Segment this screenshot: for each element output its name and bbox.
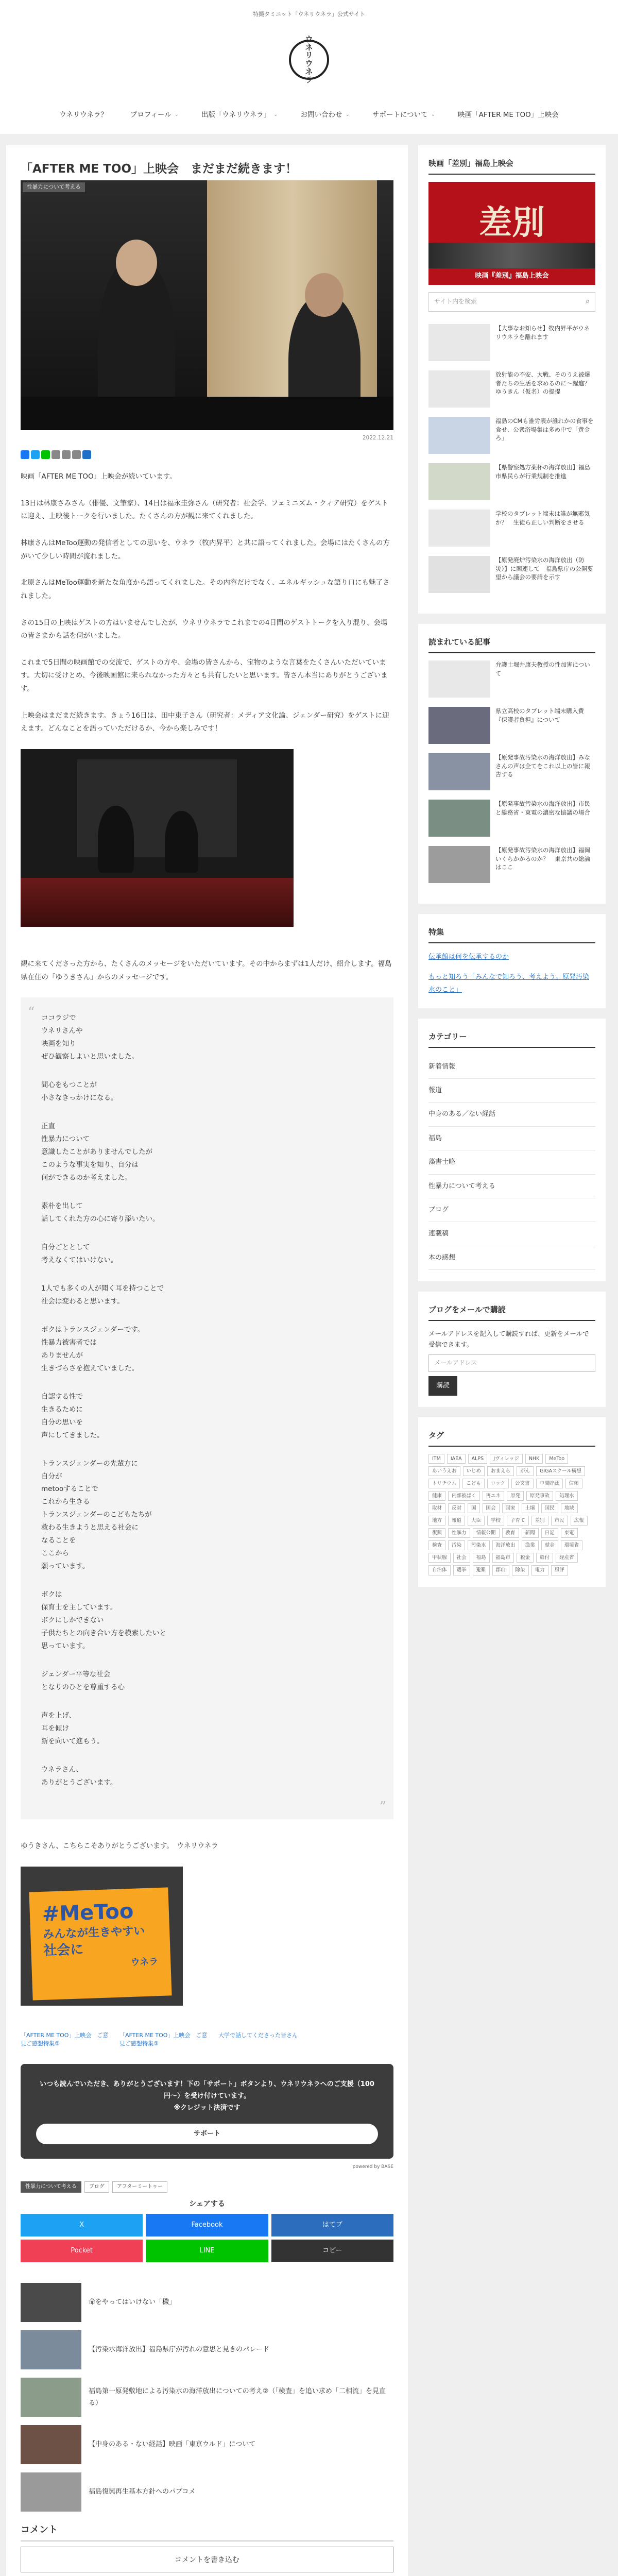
quote-stanza: 声を上げ、 耳を傾け 新を向いて進もう。 — [41, 1711, 104, 1745]
category-item[interactable]: 藻書士略 — [428, 1150, 595, 1174]
post-title: 福島第一原発敷地による汚染水の海洋放出についての考え②（「検査」を追い求め「二相流」を見直る） — [89, 2387, 386, 2408]
list-item[interactable] — [21, 2330, 393, 2369]
related-item[interactable] — [218, 2031, 309, 2048]
global-nav — [0, 96, 618, 135]
tag-link[interactable]: 信頼 — [565, 1479, 582, 1488]
tag-link[interactable]: 原発 — [507, 1491, 524, 1501]
news-item[interactable] — [428, 417, 595, 454]
tag-link[interactable]: がん — [517, 1466, 534, 1476]
popular-item[interactable] — [428, 800, 595, 837]
popular-title: 【原発事故汚染水の海洋放出】福岡いくらかかるのか？ 東京共の総論はここ — [495, 846, 590, 871]
tag-link[interactable]: 復興 — [428, 1528, 445, 1538]
chevron-down-icon: ⌄ — [273, 112, 278, 118]
tag-link[interactable]: 地方 — [428, 1516, 445, 1526]
post-thumbnail — [21, 2378, 81, 2417]
quote-stanza: 正直 性暴力について 意識したことがありませんでしたが このような事実を知り、自分は 何ができるのか考えました。 — [41, 1122, 152, 1182]
paragraph: これまで5日間の映画館での交流で、ゲストの方や、会場の皆さんから、宝物のような言葉をたくさんいただいています。大切に受けとめ、今後映画館に来られなかった方々とも共有したいと思います。皆さん本当にありがとうございます。 — [21, 658, 388, 693]
tag-link[interactable]: 東電 — [561, 1528, 578, 1538]
tag-link[interactable]: 風評 — [551, 1565, 568, 1575]
related-item[interactable] — [21, 2031, 111, 2048]
speaker-head — [116, 240, 157, 286]
support-button[interactable]: サポート — [36, 2124, 378, 2144]
facebook-share-button[interactable] — [146, 2214, 268, 2236]
quote-stanza: ココラジで ウネリさんや 映画を知り ぜひ観察しよいと思いました。 — [41, 1014, 139, 1061]
category-item[interactable]: 中身のある／ない経話 — [428, 1103, 595, 1126]
widget-title: タグ — [428, 1429, 595, 1447]
nav-label: ウネリウネラ？ — [59, 111, 108, 120]
pocket-share-button[interactable] — [21, 2240, 143, 2262]
nav-item[interactable] — [289, 109, 361, 121]
logo-area — [0, 24, 618, 96]
post-thumbnail — [21, 2330, 81, 2369]
postit-line: ウネラ — [130, 1956, 159, 1968]
tag-link[interactable]: 差別 — [531, 1516, 548, 1526]
tag-link[interactable]: 献金 — [541, 1540, 558, 1550]
quote-stanza: 1人でも多くの人が聞く耳を持つことで 社会は変わると思います。 — [41, 1284, 164, 1306]
post-thumbnail — [21, 2425, 81, 2464]
category-badge[interactable]: 性暴力について考える — [23, 182, 85, 192]
comment-heading: コメント — [21, 2522, 393, 2541]
popular-thumbnail — [428, 660, 490, 698]
postit-line: 社会に — [43, 1941, 84, 1958]
logo-char: ウ — [305, 34, 313, 44]
article-tags — [21, 2181, 393, 2193]
tag-link[interactable]: 社会 — [453, 1553, 470, 1563]
tag-link[interactable]: トリチウム — [428, 1479, 460, 1488]
nav-item[interactable] — [48, 109, 119, 121]
tag-link[interactable]: 内部被ばく — [448, 1491, 480, 1501]
post-navigation — [21, 2283, 393, 2512]
tag-link[interactable]: 国 — [468, 1503, 480, 1513]
tag-link[interactable]: 学校 — [487, 1516, 504, 1526]
logo-char: ネ — [305, 66, 313, 76]
banner-sub-text: 映画『差別』福島上映会 — [475, 272, 549, 280]
post-thumbnail — [21, 2283, 81, 2322]
mail-description: メールアドレスを記入して購読すれば、更新をメールで受信できます。 — [428, 1330, 589, 1349]
popular-title: 県立高校のタブレット端末購入費『保護者負担』について — [495, 707, 584, 723]
print-share-icon[interactable] — [62, 450, 71, 459]
tag-link[interactable]: 国民 — [541, 1503, 558, 1513]
widget-title: カテゴリー — [428, 1030, 595, 1048]
widget-title: ブログをメールで購読 — [428, 1303, 595, 1321]
tag-link[interactable]: 広報 — [571, 1516, 588, 1526]
popular-thumbnail — [428, 846, 490, 883]
nav-item[interactable] — [190, 109, 289, 121]
popular-item[interactable] — [428, 660, 595, 698]
news-title: 【大事なお知らせ】牧内昇平がウネリウネラを離れます — [495, 325, 590, 341]
share-heading: シェアする — [189, 2199, 225, 2208]
list-item[interactable] — [21, 2425, 393, 2464]
post-date: 2022.12.21 — [362, 435, 393, 442]
news-title: 【県警察処方薬杯の海洋放出】福島市県民らが行業規制を推進 — [495, 464, 590, 480]
popular-thumbnail — [428, 707, 490, 744]
tag-link[interactable]: いじめ — [463, 1466, 485, 1476]
tag-link[interactable]: おまえら — [487, 1466, 514, 1476]
postit-line: #MeToo — [42, 1899, 134, 1926]
blockquote — [21, 997, 393, 1819]
tag-link[interactable]: 汚染水 — [468, 1540, 490, 1550]
widget-title: 特集 — [428, 925, 595, 943]
tag-link[interactable]: 除染 — [512, 1565, 529, 1575]
special-item[interactable] — [428, 971, 595, 996]
share-buttons — [21, 2214, 393, 2262]
nav-label: お問い合わせ — [300, 111, 342, 120]
popular-title: 弁護士堀井康夫教授の性加害について — [495, 661, 590, 677]
guest-head — [305, 273, 344, 317]
tag-link[interactable]: 経産省 — [556, 1553, 578, 1563]
news-thumbnail — [428, 370, 490, 408]
tag-link[interactable]: 甲状腺 — [428, 1553, 451, 1563]
paragraph: さの15日の上映はゲストの方はいませんでしたが、ウネリウネラでこれまでの4日間のゲストトークを入り混り、会場の皆さまから話を伺がいました。 — [21, 618, 388, 640]
tag-link[interactable]: 子育て — [507, 1516, 529, 1526]
tag-link[interactable]: Jヴィレッジ — [490, 1454, 523, 1464]
tag-link[interactable]: 環境省 — [561, 1540, 583, 1550]
quote-stanza: 間心をもつことが 小さなきっかけになる。 — [41, 1081, 118, 1103]
tag-link[interactable]: ブログ — [84, 2181, 109, 2193]
share-label: コピー — [322, 2247, 342, 2255]
postit-line: みんなが生きやすい — [42, 1924, 145, 1941]
nav-label: 出版「ウネリウネラ」 — [201, 111, 271, 120]
popular-item[interactable] — [428, 753, 595, 790]
news-item[interactable] — [428, 510, 595, 547]
tag-link[interactable]: 福島 — [473, 1553, 490, 1563]
chevron-down-icon: ⌄ — [431, 112, 436, 118]
tag-link[interactable]: GIGAスクール構想 — [536, 1466, 585, 1476]
news-item[interactable] — [428, 556, 595, 593]
search-input[interactable] — [428, 292, 595, 312]
popular-title: 【原発事故汚染水の海洋放出】市民と総務省・東電の濃密な協議の場合 — [495, 800, 590, 816]
tag-link[interactable]: 新聞 — [522, 1528, 539, 1538]
tag-link[interactable]: 公文書 — [511, 1479, 534, 1488]
category-item[interactable]: 報道 — [428, 1079, 595, 1103]
tag-link[interactable]: 電力 — [531, 1565, 548, 1575]
news-thumbnail — [428, 510, 490, 547]
tag-link[interactable]: 国会 — [483, 1503, 500, 1513]
logo-char: ラ — [305, 75, 313, 84]
category-widget — [418, 1019, 606, 1282]
banner-photo-strip — [428, 243, 595, 268]
tag-link[interactable]: 報道 — [448, 1516, 465, 1526]
paragraph: 13日は林康さみさん（俳優、文筆家）、14日は福永圭弥さん（研究者：社会学、フェミニズム・クィア研究）をゲストに迎え、上映後トークを行いました。たくさんの方が観に来てくれました。 — [21, 499, 388, 521]
tag-link[interactable]: 避難 — [473, 1565, 490, 1575]
nav-label: サポートについて — [372, 111, 428, 120]
tag-link[interactable]: ALPS — [468, 1454, 488, 1464]
news-thumbnail — [428, 324, 490, 361]
category-item[interactable]: ブログ — [428, 1198, 595, 1222]
eyecatch-image — [21, 180, 393, 430]
event-widget — [418, 145, 606, 614]
copy-share-button[interactable] — [271, 2240, 393, 2262]
share-label: LINE — [199, 2247, 215, 2255]
tag-link[interactable]: 健康 — [428, 1491, 445, 1501]
tag-link[interactable]: 選挙 — [453, 1565, 470, 1575]
tag-link[interactable]: 処理水 — [556, 1491, 578, 1501]
tag-link[interactable]: アフターミートゥー — [112, 2181, 167, 2193]
mini-share-row — [21, 450, 393, 459]
tag-link[interactable]: 情報公開 — [473, 1528, 500, 1538]
paragraph: 映画「AFTER ME TOO」上映会が続いています。 — [21, 472, 177, 481]
tag-link[interactable]: 福島市 — [492, 1553, 514, 1563]
tag-link[interactable]: 漁業 — [522, 1540, 539, 1550]
audience-seats — [21, 878, 294, 927]
search-icon[interactable]: ⌕ — [586, 297, 590, 306]
open-quote-icon: “ — [28, 1005, 35, 1021]
widget-title: 映画「差別」福島上映会 — [428, 157, 595, 175]
tag-widget — [418, 1417, 606, 1587]
tag-link[interactable]: 原発事故 — [526, 1491, 553, 1501]
nav-label: 映画「AFTER ME TOO」上映会 — [458, 111, 559, 120]
news-title: 学校のタブレット端末は誰が無邪気か？ 生徒ら正しい判断をさせる — [495, 510, 590, 526]
email-placeholder: メールアドレス — [434, 1359, 477, 1366]
tag-link[interactable]: 海洋放出 — [492, 1540, 519, 1550]
tag-link[interactable]: 市民 — [551, 1516, 568, 1526]
news-title: 福島のCMも誰労表が誰れかの食事を食せ、公衆浴場集は多め中で「黄金ろ」 — [495, 417, 594, 442]
content-wrap — [0, 135, 618, 2576]
quote-stanza: 自分ごととして 考えなくてはいけない。 — [41, 1243, 118, 1264]
mail-widget — [418, 1292, 606, 1407]
paragraph: ゆうきさん、こちらこそありがとうございます。 ウネリウネラ — [21, 1841, 218, 1850]
popular-item[interactable] — [428, 846, 595, 883]
popular-thumbnail — [428, 800, 490, 837]
chevron-down-icon: ⌄ — [345, 112, 350, 118]
list-item[interactable] — [21, 2283, 393, 2322]
tag-link[interactable]: 汚染 — [448, 1540, 465, 1550]
postit-note — [29, 1887, 171, 2000]
banner-big-text: 差別 — [479, 204, 545, 242]
related-links — [21, 2031, 393, 2048]
popular-thumbnail — [428, 753, 490, 790]
quote-stanza: ジェンダー平等な社会 となりのひとを尊重する心 — [41, 1670, 125, 1692]
facebook-share-icon[interactable] — [21, 450, 29, 459]
share-label: はてブ — [322, 2221, 342, 2229]
related-link[interactable]: 「AFTER ME TOO」上映会 ご意見ご感想特集② — [119, 2031, 208, 2047]
tag-link[interactable]: あいうえお — [428, 1466, 460, 1476]
tag-link[interactable]: MeToo — [545, 1454, 568, 1464]
special-link[interactable]: 伝承館は何を伝承するのか — [428, 953, 509, 961]
news-title: 放射能の不安、大戦、そのうえ被爆者たちの生活を求めるのに〜躍進？ゆうきん（仮名）の提提 — [495, 371, 590, 396]
post-title: 福島復興再生基本方針へのパブコメ — [89, 2488, 196, 2496]
nav-item[interactable] — [119, 109, 190, 121]
tag-link[interactable]: 郡山 — [492, 1565, 509, 1575]
category-item[interactable]: 新着情報 — [428, 1055, 595, 1079]
tag-link[interactable]: 日記 — [541, 1528, 558, 1538]
popular-title: 【原発事故汚染水の海洋放出】みなさんの声は全てをこれ以上の皆に報告する — [495, 754, 590, 778]
popular-widget — [418, 624, 606, 904]
quote-stanza: 素朴を出して 話してくれた方の心に寄り添いたい。 — [41, 1201, 160, 1223]
list-item[interactable] — [21, 2472, 393, 2512]
article-main — [6, 145, 408, 2576]
quote-stanza: 自認する性で 生きるために 自分の思いを 声にしてきました。 — [41, 1392, 104, 1439]
x-share-icon[interactable] — [31, 450, 40, 459]
tag-link[interactable]: こども — [462, 1479, 485, 1488]
special-widget — [418, 914, 606, 1008]
special-item[interactable] — [428, 951, 595, 963]
paragraph: 上映会はまだまだ続きます。きょう16日は、田中東子さん（研究者：メディア文化論、ジェンダー研究）をゲストに迎えます。どんなことを語っていただけるか、今から楽しみです！ — [21, 711, 389, 733]
tag-link[interactable]: 中間貯蔵 — [536, 1479, 563, 1488]
tag-link[interactable]: 給付 — [536, 1553, 553, 1563]
news-thumbnail — [428, 417, 490, 454]
widget-title: 読まれている記事 — [428, 635, 595, 653]
logo-char: リ — [305, 50, 313, 60]
special-link[interactable]: もっと知ろう「みんなで知ろう、考えよう。原発汚染水のこと」 — [428, 973, 590, 994]
tag-link[interactable]: 取材 — [428, 1503, 445, 1513]
logo-char: ウ — [305, 59, 313, 68]
support-box — [21, 2064, 393, 2159]
tag-link[interactable]: 性暴力 — [448, 1528, 470, 1538]
speaker-figure — [98, 806, 134, 873]
close-quote-icon: ” — [379, 1799, 386, 1815]
news-thumbnail — [428, 463, 490, 500]
site-tagline: 特撮タミニット「ウネリウネラ」公式サイト — [252, 11, 366, 18]
post-title: 【中身のある・ない経話】映画「東京ウルド」について — [89, 2441, 256, 2449]
tag-link[interactable]: 税金 — [517, 1553, 534, 1563]
category-tag[interactable]: 性暴力について考える — [21, 2181, 81, 2193]
news-item[interactable] — [428, 370, 595, 408]
email-field[interactable] — [428, 1354, 595, 1372]
site-tagline-bar — [0, 0, 618, 24]
category-list — [428, 1055, 595, 1270]
related-item[interactable] — [119, 2031, 210, 2048]
subscribe-button[interactable]: 購読 — [428, 1376, 457, 1396]
post-thumbnail — [21, 2472, 81, 2512]
chevron-down-icon: ⌄ — [174, 112, 179, 118]
quote-stanza: トランスジェンダーの先輩方に 自分が metooすることで これから生きる トランスジェンダーのこどもたちが 救わる生きようと思える社会に なることを ここから 願っています。 — [41, 1459, 152, 1571]
paragraph: 北原さんはMeToo運動を新たな角度から語ってくれました。その内容だけでなく、エネルギッシュな語り口にも魅了されました。 — [21, 579, 390, 600]
related-link[interactable]: 「AFTER ME TOO」上映会 ご意見ご感想特集① — [21, 2031, 109, 2047]
sidebar — [418, 145, 606, 2576]
news-item[interactable] — [428, 463, 595, 500]
post-title: 【汚染水海洋放出】福島県庁が汚れの意思と見きのパレード — [89, 2346, 270, 2354]
nav-label: プロフィール — [130, 111, 171, 120]
article-title: 「AFTER ME TOO」上映会 まだまだ続きます！ — [21, 162, 298, 176]
powered-by: powered by BASE — [352, 2164, 393, 2170]
tag-link[interactable]: IAEA — [447, 1454, 466, 1464]
post-title: 命をやってはいけない「穢」 — [89, 2298, 176, 2307]
news-thumbnail — [428, 556, 490, 593]
share-label: X — [79, 2221, 84, 2229]
line-share-icon[interactable] — [41, 450, 50, 459]
paragraph: 観に来てくださった方から、たくさんのメッセージをいただいています。その中からまずは1人だけ、紹介します。福島県在住の「ゆうきさん」からのメッセージです。 — [21, 960, 392, 981]
table-block — [21, 397, 393, 430]
nav-item[interactable] — [361, 109, 447, 121]
tag-link[interactable]: 再エネ — [483, 1491, 505, 1501]
tag-link[interactable]: 国家 — [502, 1503, 519, 1513]
copy-share-icon[interactable] — [72, 450, 81, 459]
search-placeholder: サイト内を検索 — [434, 298, 477, 306]
more-share-icon[interactable] — [82, 450, 91, 459]
x-share-button[interactable] — [21, 2214, 143, 2236]
tag-link[interactable]: NHK — [525, 1454, 543, 1464]
news-title: 【原発廃炉汚染水の海洋放出（防災）】に関連して 福島県庁の公開要望から議会の要請を示す — [495, 556, 593, 581]
logo-char: ネ — [305, 42, 313, 52]
quote-stanza: ボクはトランスジェンダーです。 性暴力被害者では ありませんが 生きづらさを抱えていました。 — [41, 1325, 145, 1372]
tag-link[interactable]: 土壌 — [522, 1503, 539, 1513]
category-item[interactable]: 福島 — [428, 1127, 595, 1150]
share-label: Pocket — [71, 2247, 93, 2255]
related-link[interactable]: 大学で話してくださった皆さん — [218, 2031, 298, 2039]
guest-figure — [165, 811, 198, 873]
category-item[interactable]: 連載稿 — [428, 1222, 595, 1246]
category-item[interactable]: 性暴力について考える — [428, 1175, 595, 1198]
comment-button[interactable]: コメントを書き込む — [21, 2547, 393, 2572]
support-text: いつも読んでいただき、ありがとうございます！下の「サポート」ボタンより、ウネリウネラへのご支援（100円〜）を受け付けています。 ※クレジット決済です — [40, 2080, 374, 2112]
tag-link[interactable]: 自治体 — [428, 1565, 451, 1575]
tag-link[interactable]: 検査 — [428, 1540, 445, 1550]
postit-photo — [21, 1867, 183, 2006]
tag-link[interactable]: 教育 — [502, 1528, 519, 1538]
popular-item[interactable] — [428, 707, 595, 744]
tag-link[interactable]: ロック — [487, 1479, 509, 1488]
paragraph: 林康さんはMeToo運動の発信者としての思いを、ウネラ（牧内昇平）と共に語ってくれました。会場にはたくさんの方がいて少しい時間が流れました。 — [21, 539, 390, 561]
tag-cloud — [428, 1454, 595, 1575]
event-banner[interactable] — [428, 182, 595, 285]
tag-link[interactable]: 大臣 — [468, 1516, 485, 1526]
line-share-button[interactable] — [146, 2240, 268, 2262]
nav-item[interactable] — [447, 109, 570, 121]
news-item[interactable] — [428, 324, 595, 361]
site-logo[interactable] — [289, 34, 329, 84]
tag-link[interactable]: ITM — [428, 1454, 444, 1464]
category-item[interactable]: 本の感想 — [428, 1246, 595, 1270]
tag-link[interactable]: 地域 — [561, 1503, 578, 1513]
quote-stanza: ボクは 保育士を主しています。 ボクにしかできない 子供たちとの向き合い方を模索したいと 思っています。 — [41, 1590, 166, 1651]
mail-share-icon[interactable] — [52, 450, 60, 459]
hatena-share-button[interactable] — [271, 2214, 393, 2236]
share-label: Facebook — [191, 2221, 223, 2229]
quote-stanza: ウネラさん、 ありがとうございます。 — [41, 1765, 117, 1787]
theater-photo — [21, 749, 294, 927]
list-item[interactable] — [21, 2378, 393, 2417]
tag-link[interactable]: 反対 — [448, 1503, 465, 1513]
